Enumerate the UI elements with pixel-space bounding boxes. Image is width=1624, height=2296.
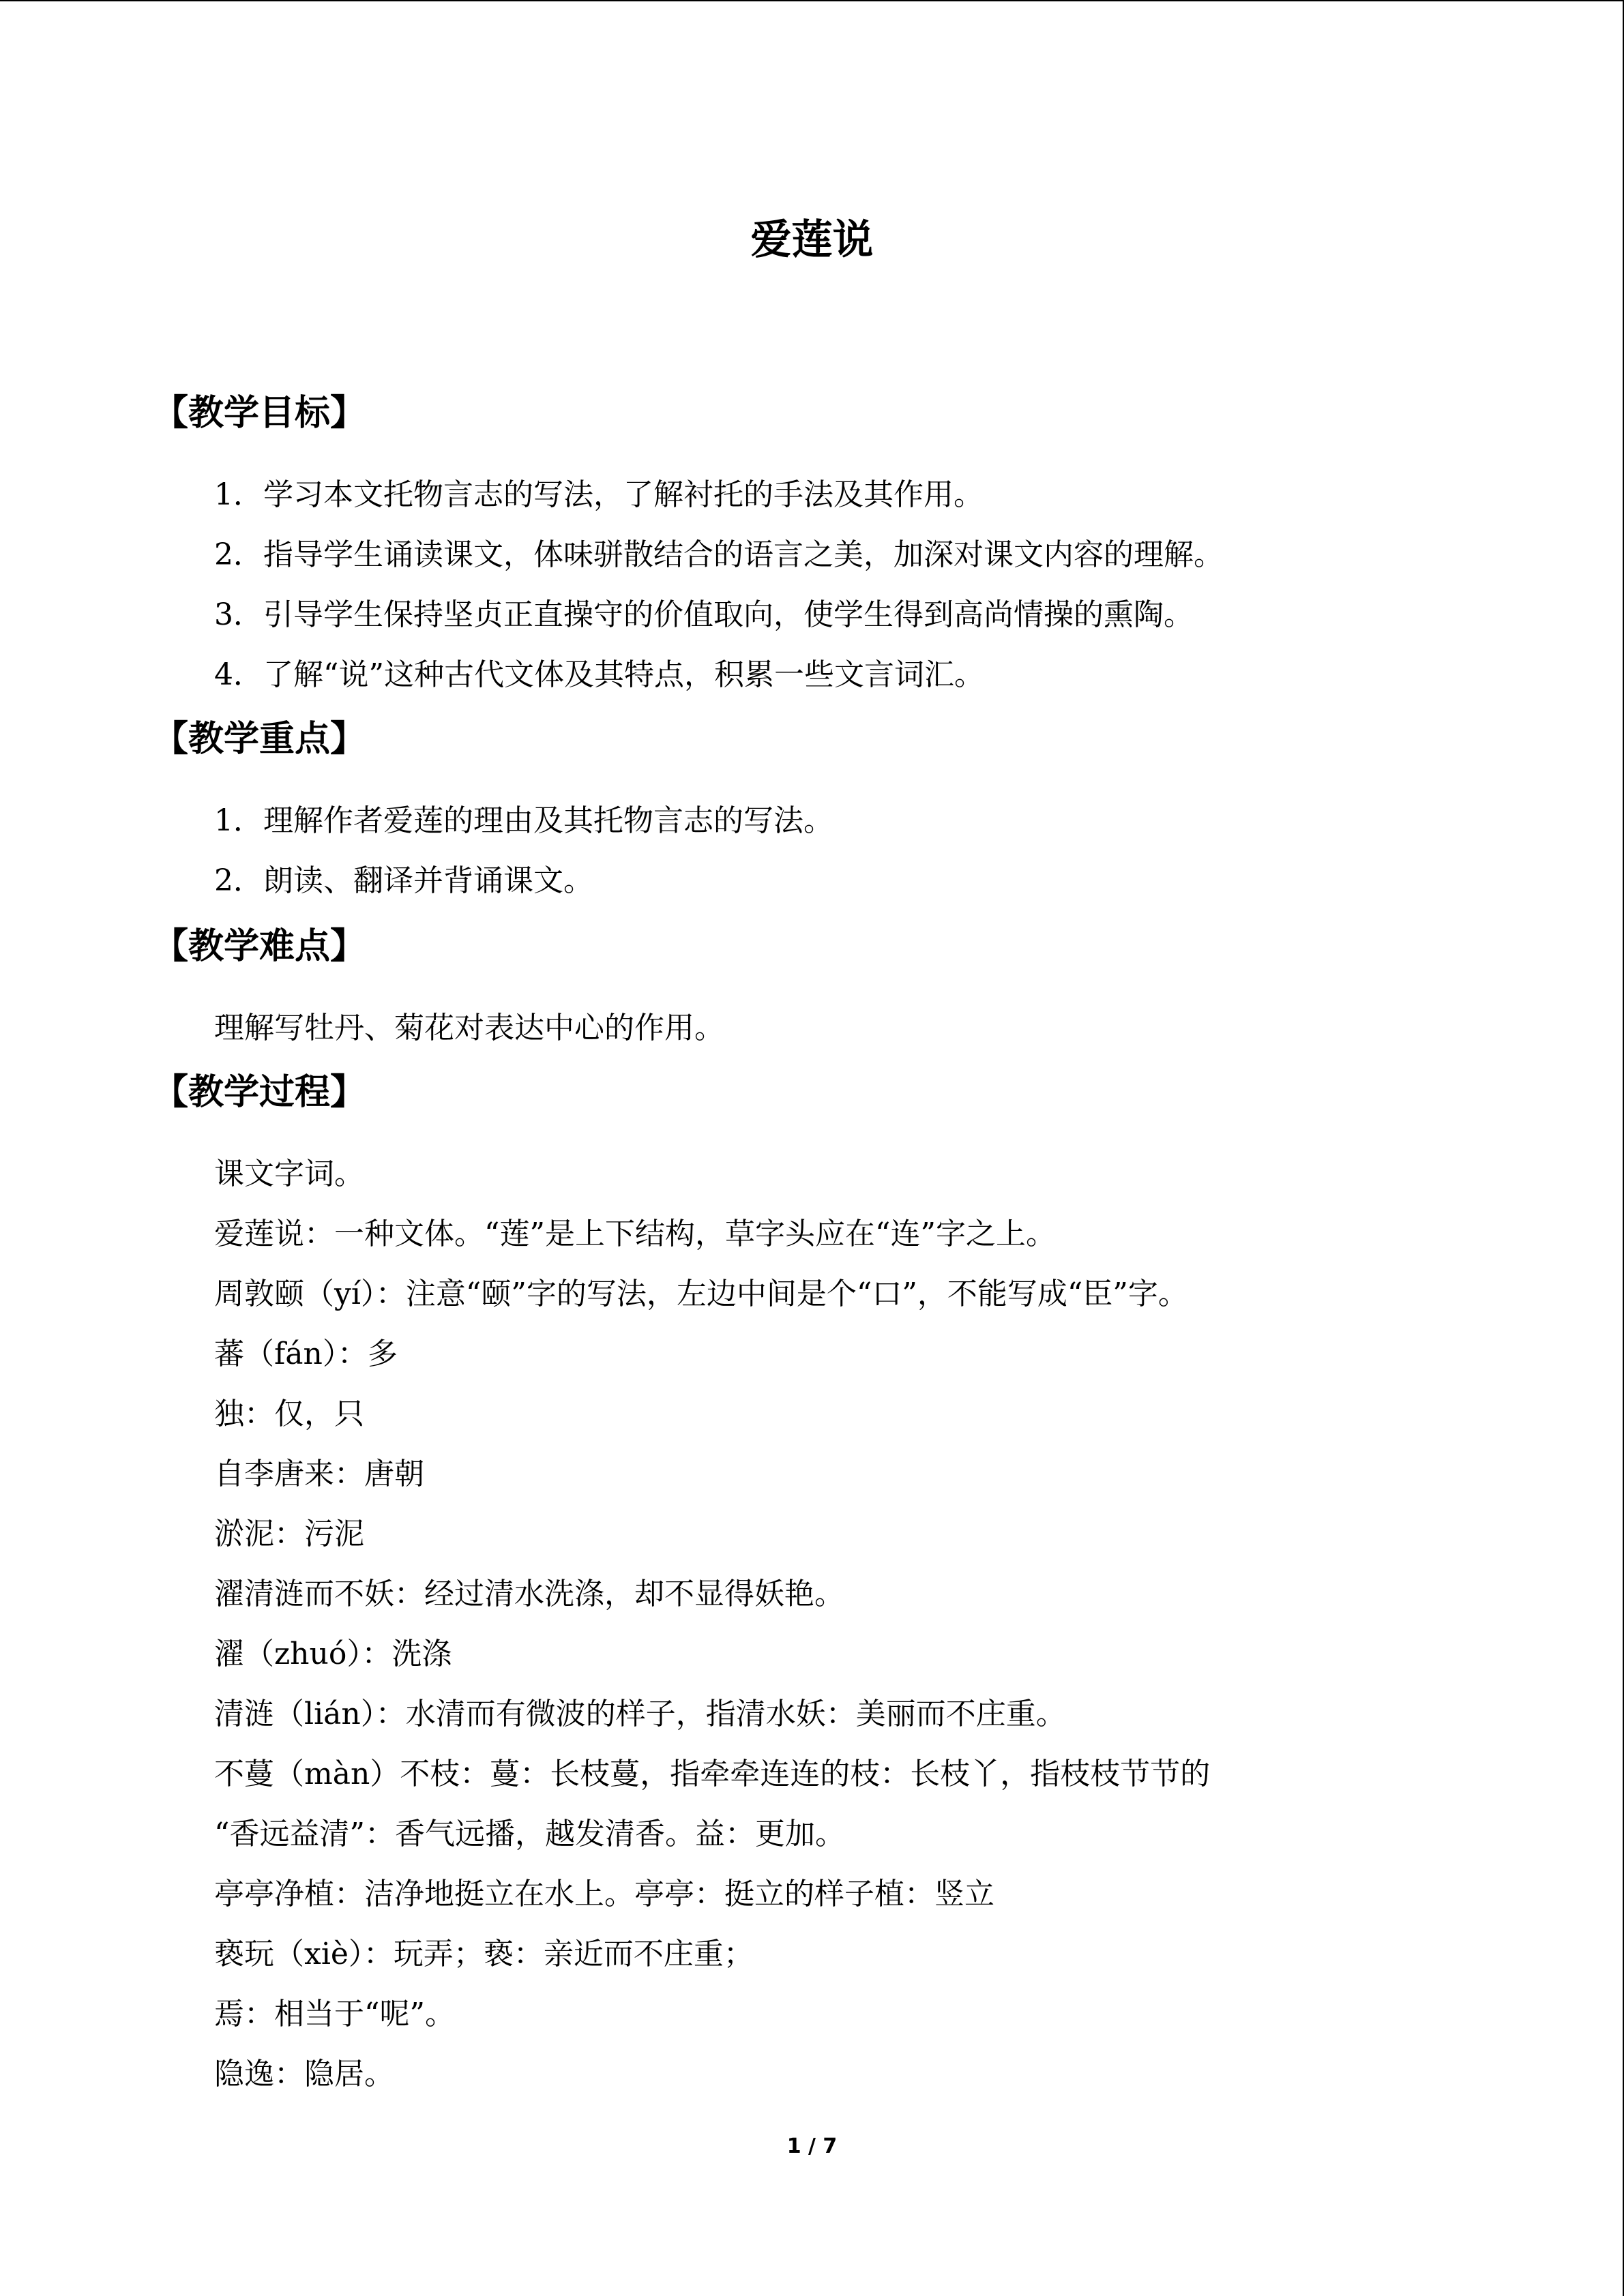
objective-item-2: 2．指导学生诵读课文，体味骈散结合的语言之美，加深对课文内容的理解。 xyxy=(214,537,1224,572)
process-item-10: 清涟（lián）：水清而有微波的样子，指清水妖：美丽而不庄重。 xyxy=(214,1697,1066,1731)
process-item-9: 濯（zhuó）：洗涤 xyxy=(214,1637,452,1671)
process-item-7: 淤泥：污泥 xyxy=(214,1517,364,1551)
objective-item-4: 4．了解“说”这种古代文体及其特点，积累一些文言词汇。 xyxy=(214,657,984,692)
process-item-12: “香远益清”：香气远播，越发清香。益：更加。 xyxy=(214,1817,845,1851)
key-point-item-2: 2．朗读、翻译并背诵课文。 xyxy=(214,863,593,898)
objective-item-1: 1．学习本文托物言志的写法，了解衬托的手法及其作用。 xyxy=(214,477,984,512)
section-heading-difficulties: 【教学难点】 xyxy=(153,926,366,967)
difficulty-item-1: 理解写牡丹、菊花对表达中心的作用。 xyxy=(214,1011,724,1045)
process-item-8: 濯清涟而不妖：经过清水洗涤，却不显得妖艳。 xyxy=(214,1577,844,1611)
section-heading-key-points: 【教学重点】 xyxy=(153,719,366,760)
process-item-3: 周敦颐（yí）：注意“颐”字的写法，左边中间是个“口”，不能写成“臣”字。 xyxy=(214,1277,1188,1311)
process-item-16: 隐逸：隐居。 xyxy=(214,2057,394,2091)
process-item-2: 爱莲说：一种文体。“莲”是上下结构，草字头应在“连”字之上。 xyxy=(214,1217,1056,1251)
section-heading-objectives: 【教学目标】 xyxy=(153,393,366,434)
section-heading-process: 【教学过程】 xyxy=(153,1072,366,1113)
page-number: 1 / 7 xyxy=(786,2134,838,2158)
process-item-5: 独：仅，只 xyxy=(214,1397,364,1431)
objective-item-3: 3．引导学生保持坚贞正直操守的价值取向，使学生得到高尚情操的熏陶。 xyxy=(214,597,1194,632)
process-item-14: 亵玩（xiè）：玩弄；亵：亲近而不庄重； xyxy=(214,1937,754,1971)
document-title: 爱莲说 xyxy=(750,216,874,264)
process-item-11: 不蔓（màn）不枝：蔓：长枝蔓，指牵牵连连的枝：长枝丫，指枝枝节节的 xyxy=(214,1757,1211,1791)
process-item-4: 蕃（fán）：多 xyxy=(214,1337,398,1371)
process-item-15: 焉：相当于“呢”。 xyxy=(214,1997,455,2031)
process-item-6: 自李唐来：唐朝 xyxy=(214,1457,424,1491)
process-item-13: 亭亭净植：洁净地挺立在水上。亭亭：挺立的样子植：竖立 xyxy=(214,1877,994,1911)
process-item-1: 课文字词。 xyxy=(214,1157,364,1191)
key-point-item-1: 1．理解作者爱莲的理由及其托物言志的写法。 xyxy=(214,803,833,838)
